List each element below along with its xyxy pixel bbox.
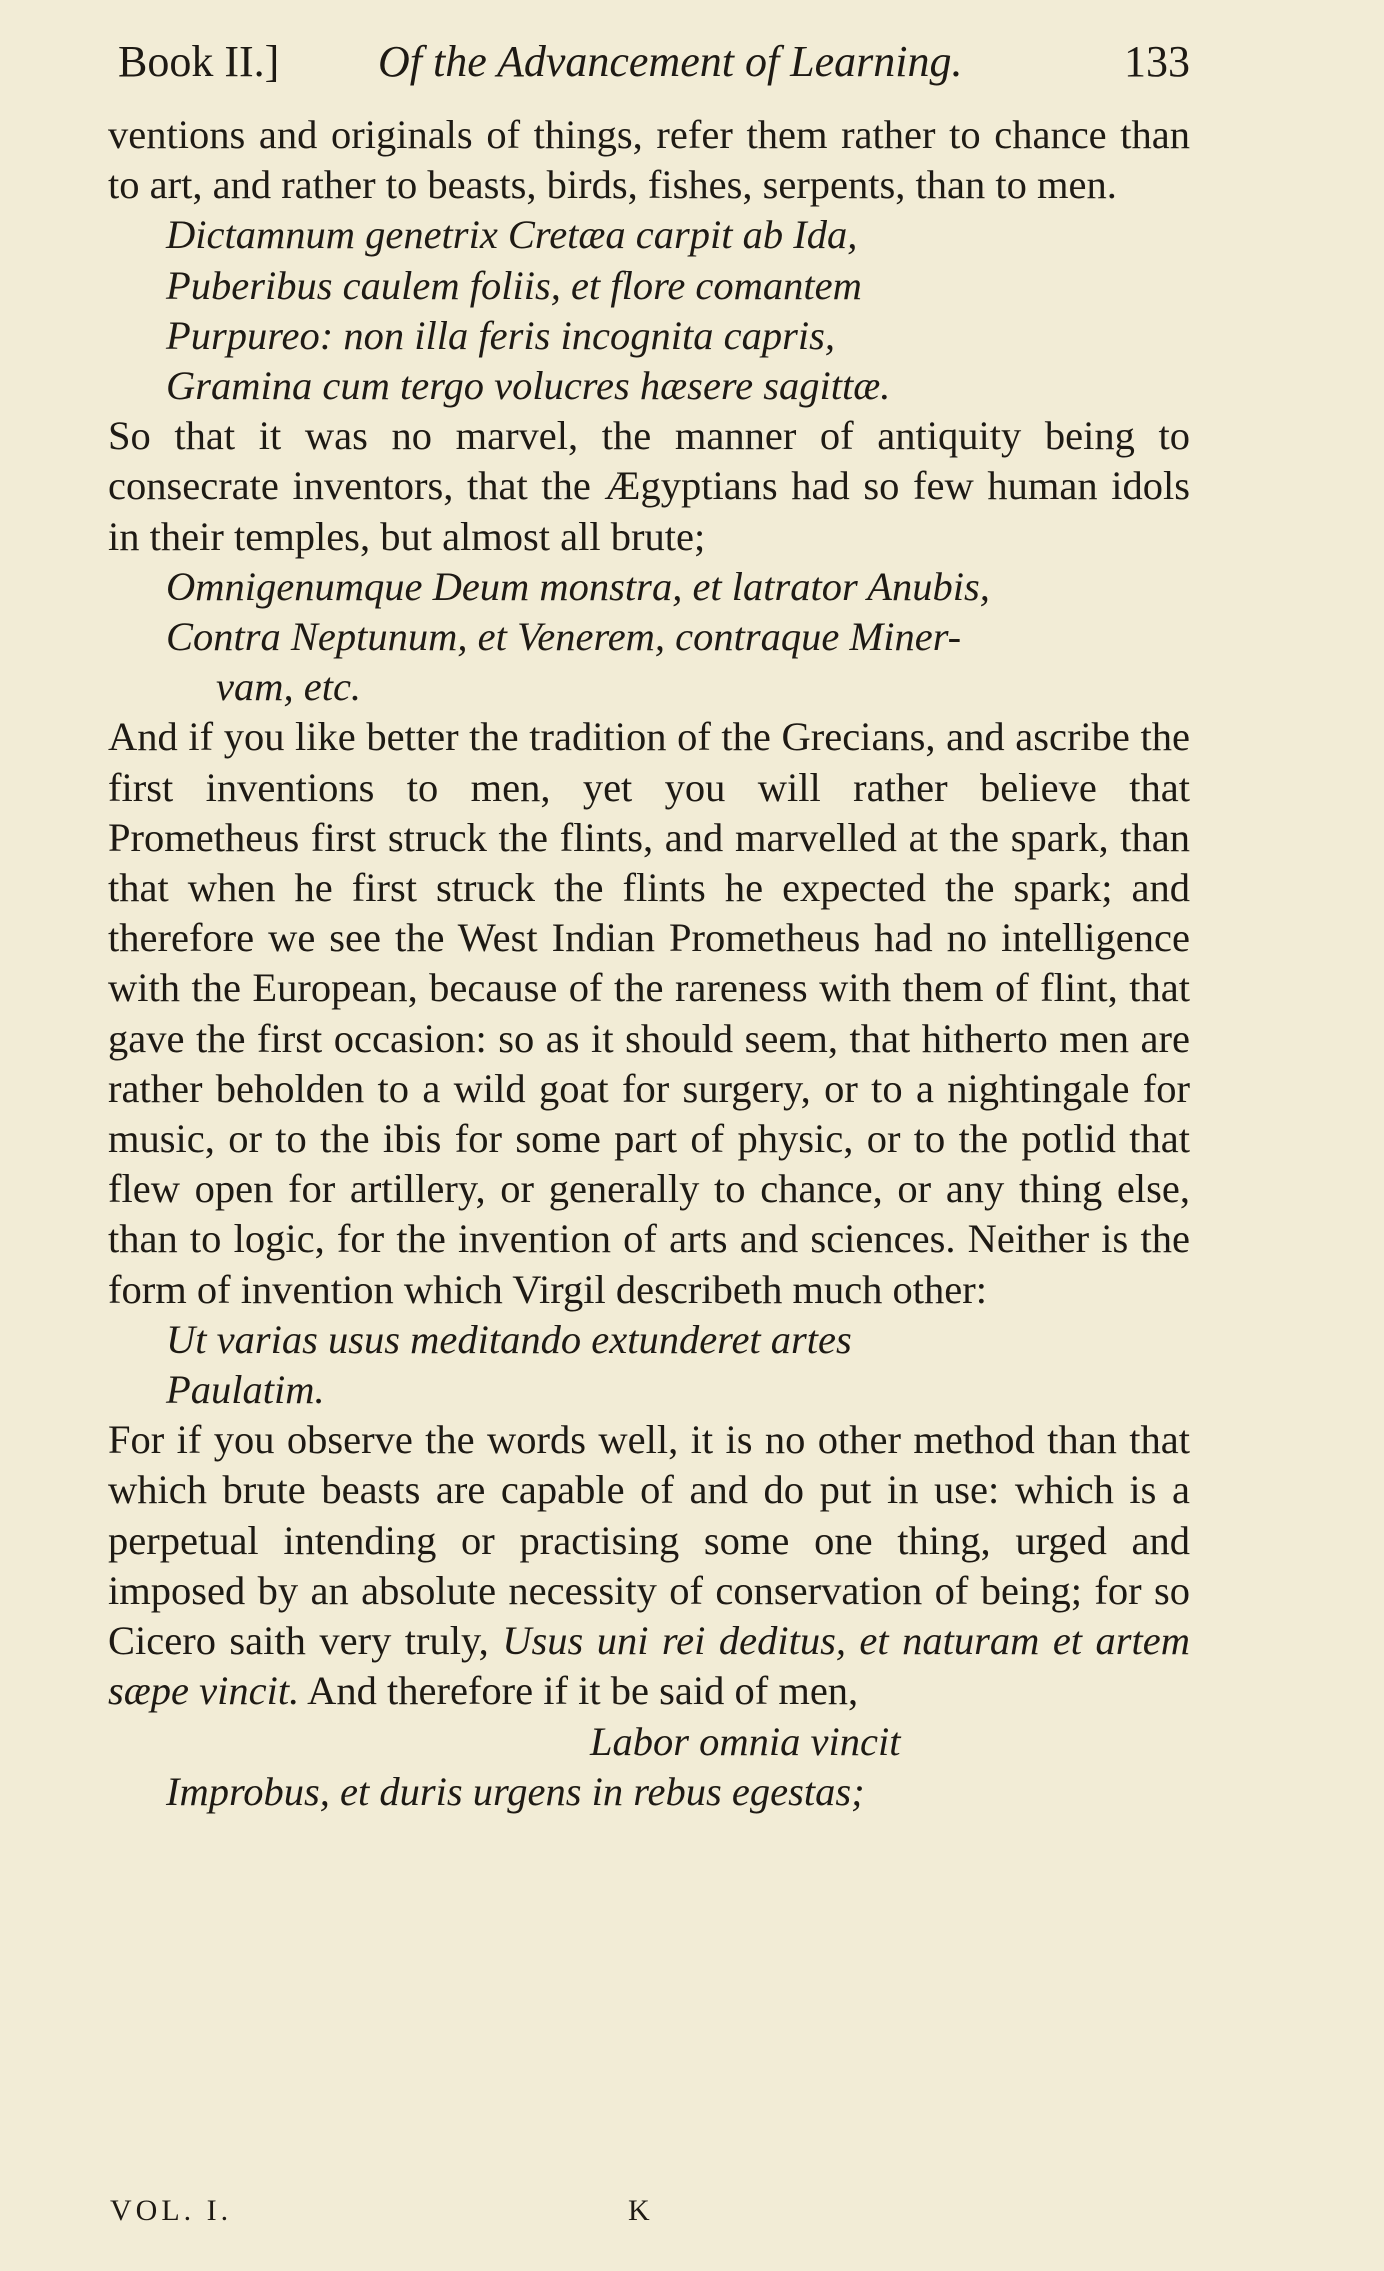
verse-line-1: Dictamnum genetrix Cretæa carpit ab Ida,: [166, 212, 858, 258]
paragraph-2: So that it was no marvel, the manner of antiquity being to consecrate inventors, that the Ægyptians had so few human idols in their temples, but almost all brute;: [108, 413, 1190, 559]
page-body: [108, 110, 1190, 1817]
paragraph-1: ventions and originals of things, refer them rather to chance than to art, and rather to beasts, birds, fishes, serpents, than to men.: [108, 112, 1190, 208]
running-title: Of the Advancement of Learning.: [378, 37, 963, 86]
paragraph-4-text-a: For if you observe the words well, it is no other method than that which brute beasts are capable of and do put in use: which is a perpetual intending or practising some one thing, urged and imposed by an absolute necessity of conservation of being; for so Cicero saith very truly,: [108, 1417, 1190, 1664]
verse-line-5: Omnigenumque Deum monstra, et latrator Anubis,: [166, 563, 990, 609]
running-header: [118, 30, 1190, 100]
verse-line-7: vam, etc.: [216, 664, 362, 710]
paragraph-4-text-c: And therefore if it be said of men,: [307, 1668, 859, 1714]
verse-line-2: Puberibus caulem foliis, et flore comantem: [166, 262, 862, 308]
verse-line-10: Labor omnia vincit: [590, 1718, 901, 1764]
page-footer: [110, 2186, 1170, 2236]
verse-line-11: Improbus, et duris urgens in rebus egestas;: [166, 1768, 865, 1814]
page-number: 133: [1124, 37, 1190, 86]
book-label: Book II.]: [118, 37, 280, 86]
verse-line-4: Gramina cum tergo volucres hæsere sagittæ.: [166, 363, 891, 409]
signature-mark: K: [628, 2194, 654, 2227]
volume-label: VOL. I.: [110, 2194, 233, 2227]
paragraph-3: And if you like better the tradition of the Grecians, and ascribe the first inventions to men, yet you will rather believe that Prometheus first struck the flints, and marvelled at the spark, than that when he first struck the flints he expected the spark; and therefore we see the West Indian Prometheus had no intelligence with the European, because of the rareness with them of flint, that gave the first occasion: so as it should seem, that hitherto men are rather beholden to a wild goat for surgery, or to a nightingale for music, or to the ibis for some part of physic, or to the potlid that flew open for artillery, or generally to chance, or any thing else, than to logic, for the invention of arts and sciences. Neither is the form of invention which Virgil describeth much other:: [108, 714, 1190, 1312]
verse-line-8: Ut varias usus meditando extunderet artes: [166, 1316, 852, 1362]
paragraph-4: [108, 1415, 1190, 1716]
paragraph-4-latin-quote: Usus uni rei deditus, et naturam et artem sæpe vincit.: [108, 1618, 1191, 1714]
verse-line-6: Contra Neptunum, et Venerem, contraque Miner-: [166, 614, 962, 660]
verse-line-9: Paulatim.: [166, 1367, 325, 1413]
verse-line-3: Purpureo: non illa feris incognita capris,: [166, 312, 835, 358]
